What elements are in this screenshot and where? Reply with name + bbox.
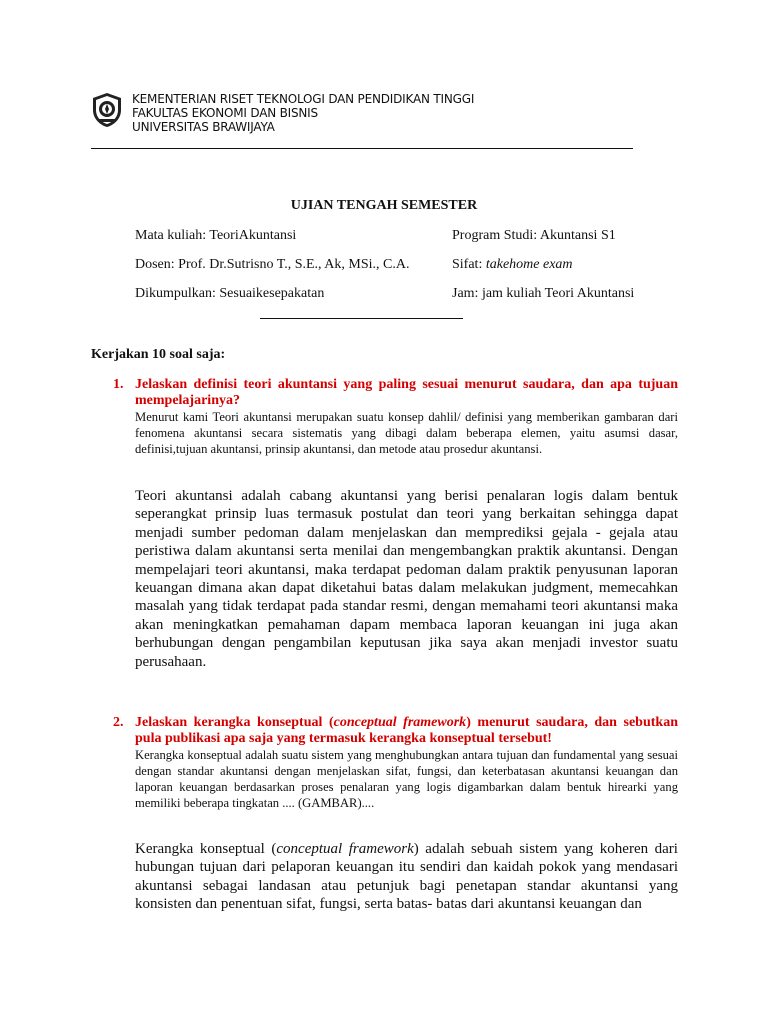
answer-summary: Menurut kami Teori akuntansi merupakan suatu konsep dahlil/ definisi yang memberikan gambaran dari fenomena akuntansi secara sistematis yang dibagi dalam beberapa elemen, yaitu asumsi dasar, definisi,tujuan akuntansi, prinsip akuntansi, dan metode atau prosedur akuntansi. (135, 410, 678, 456)
university-seal-icon (90, 92, 124, 128)
question-text-term: conceptual framework (333, 715, 467, 730)
answer-summary: Kerangka konseptual adalah suatu sistem yang menghubungkan antara tujuan dan fundamental yang sesuai dengan standar akuntansi dengan menjelaskan sifat, fungsi, dan keterbatasan akuntansi keuangan dan laporan keuangan berdasarkan proses penalaran yang logis digambarkan dalam bentuk hirearki yang memiliki beberapa tingkatan .... (GAMBAR).... (135, 748, 678, 810)
exam-nature-value: takehome exam (485, 257, 573, 272)
program-info: Program Studi: Akuntansi S1 (452, 228, 616, 243)
instruction: Kerjakan 10 soal saja: (91, 347, 226, 362)
question-number: 2. (113, 715, 124, 730)
faculty-name: FAKULTAS EKONOMI DAN BISNIS (132, 106, 318, 120)
answer-part: Kerangka konseptual ( (135, 841, 277, 857)
course-info: Mata kuliah: TeoriAkuntansi (135, 228, 297, 243)
answer-part: ) adalah sebuah sistem yang koheren dari hubungan tujuan dari pelaporan keuangan itu sendiri dan kaidah pokok yang mendasari akuntansi sebagai landasan atau petunjuk bagi penetapan standar akuntansi yang konsisten dan penentuan sifat, fungsi, serta batas- batas dari akuntansi keuangan dan (135, 841, 678, 913)
university-name: UNIVERSITAS BRAWIJAYA (132, 120, 275, 134)
question-number: 1. (113, 377, 124, 392)
submission-info: Dikumpulkan: Sesuaikesepakatan (135, 286, 325, 301)
exam-nature (452, 257, 573, 273)
question-1 (91, 377, 678, 671)
info-divider (260, 318, 463, 319)
question-text-part: Jelaskan kerangka konseptual ( (135, 715, 334, 730)
exam-title: UJIAN TENGAH SEMESTER (290, 198, 478, 213)
question-text: Jelaskan definisi teori akuntansi yang paling sesuai menurut saudara, dan apa tujuan mempelajarinya? (135, 377, 678, 408)
institution-header (132, 92, 474, 134)
answer-detail: Teori akuntansi adalah cabang akuntansi yang berisi penalaran logis dalam bentuk seperangkat prinsip luas termasuk postulat dan teori yang berkaitan sehingga dapat menjadi sumber pedoman dalam menjelaskan dan memprediksi gejala - gejala atau peristiwa dalam akuntansi serta menilai dan mengembangkan praktik akuntansi. Dengan mempelajari teori akuntansi, maka terdapat pedoman dalam praktik penyusunan laporan keuangan dimana akan dapat diketahui batas dalam melakukan judgment, memecahkan masalah yang tidak terdapat pada standar resmi, dengan memahami teori akuntansi maka akan meningkatkan pemahaman dapam membaca laporan keuangan ini juga akan berhubungan dengan pengambilan keputusan jika saya akan menjadi investor suatu perusahaan. (135, 488, 678, 670)
question-text (135, 715, 678, 747)
answer-detail (135, 840, 678, 914)
exam-time: Jam: jam kuliah Teori Akuntansi (452, 286, 635, 301)
exam-nature-label: Sifat: (452, 257, 486, 272)
ministry-name: KEMENTERIAN RISET TEKNOLOGI DAN PENDIDIKAN TINGGI (132, 92, 475, 106)
answer-term: conceptual framework (276, 841, 414, 857)
question-text-part: ) menurut saudara, dan sebutkan pula publikasi apa saja yang termasuk kerangka konseptual tersebut! (135, 715, 678, 746)
header-divider (91, 148, 633, 149)
lecturer-info: Dosen: Prof. Dr.Sutrisno T., S.E., Ak, MSi., C.A. (135, 257, 410, 272)
question-2 (91, 715, 678, 914)
